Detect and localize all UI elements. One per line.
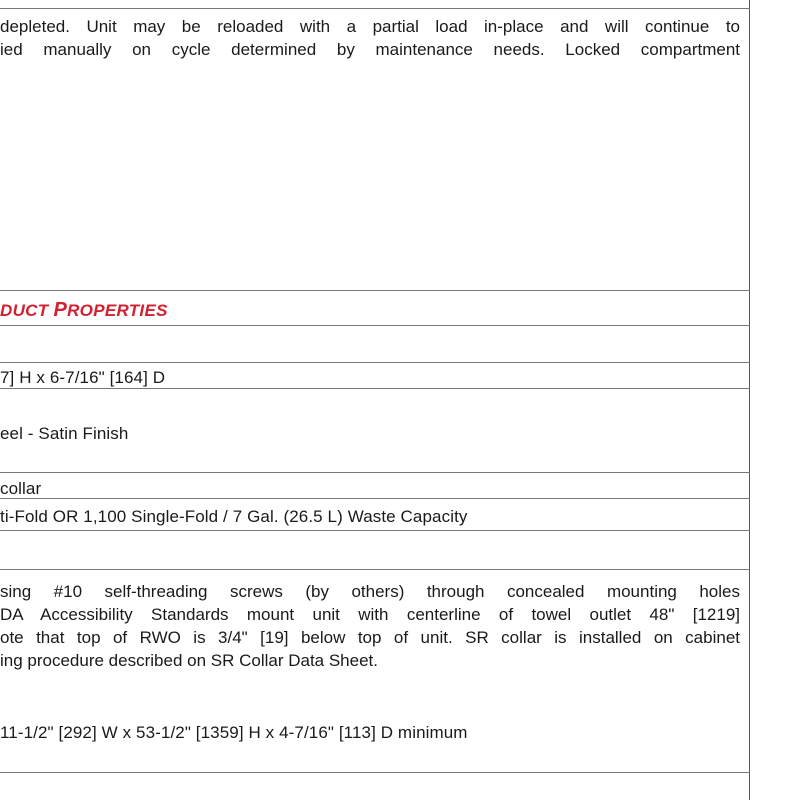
rule-row-3: [0, 472, 750, 473]
property-capacity: ti-Fold OR 1,100 Single-Fold / 7 Gal. (26.5 L) Waste Capacity: [0, 507, 468, 526]
heading-part-3: ROPERTIES: [67, 301, 168, 320]
property-rough-opening: 11-1/2" [292] W x 53-1/2" [1359] H x 4-7/16" [113] D minimum: [0, 723, 468, 742]
operation-line-2: ied manually on cycle determined by maintenance needs. Locked compartment: [0, 40, 740, 59]
rule-row-1: [0, 362, 750, 363]
installation-line-2: DA Accessibility Standards mount unit with centerline of towel outlet 48" [1219]: [0, 605, 740, 624]
rule-row-5: [0, 530, 750, 531]
installation-line-1: sing #10 self-threading screws (by others) through concealed mounting holes: [0, 582, 740, 601]
rule-row-4: [0, 498, 750, 499]
section-heading-product-properties: [0, 299, 168, 322]
installation-paragraph: [0, 580, 740, 672]
operation-line-1: depleted. Unit may be reloaded with a partial load in-place and will continue to: [0, 17, 740, 36]
property-collar: collar: [0, 479, 42, 498]
operation-paragraph: [0, 15, 740, 61]
rule-bottom: [0, 772, 750, 773]
property-dimensions: 7] H x 6-7/16" [164] D: [0, 368, 166, 387]
heading-part-1: DUCT: [0, 301, 54, 320]
installation-line-4: ing procedure described on SR Collar Data Sheet.: [0, 651, 378, 670]
heading-part-2: P: [53, 299, 68, 321]
rule-top: [0, 8, 750, 9]
installation-line-3: ote that top of RWO is 3/4" [19] below top of unit. SR collar is installed on cabinet: [0, 628, 740, 647]
rule-row-6: [0, 569, 750, 570]
rule-before-heading: [0, 290, 750, 291]
rule-after-heading: [0, 325, 750, 326]
right-border-line: [749, 0, 750, 800]
property-material: eel - Satin Finish: [0, 424, 129, 443]
